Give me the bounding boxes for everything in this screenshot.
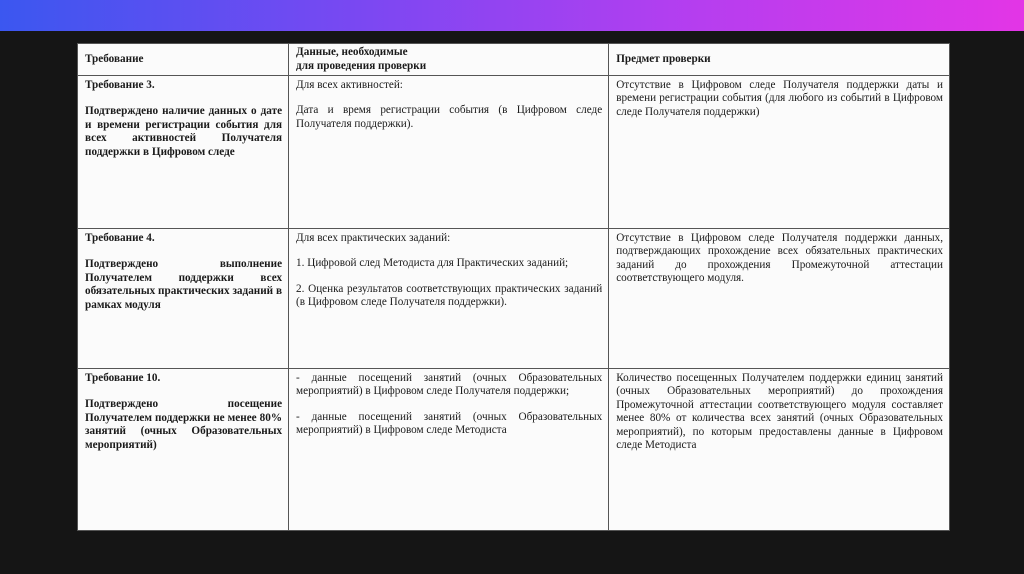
subject-text: Отсутствие в Цифровом следе Получателя поддержки даты и времени регистрации события (для любого из событий в Цифровом следе Получателя поддержки) [616,79,943,118]
subject-text: Отсутствие в Цифровом следе Получателя поддержки данных, подтверждающих прохождение всех обязательных практических заданий до прохождения Промежуточной аттестации соответствующего модуля. [616,232,943,285]
table-row [78,76,950,229]
data-cell [289,229,609,369]
table-row [78,369,950,531]
subject-cell [609,76,950,229]
table-header-row [78,44,950,76]
requirement-title: Требование 4. [85,232,155,244]
requirement-cell [78,369,289,531]
header-data-line1: Данные, необходимые [296,46,408,59]
requirement-cell [78,76,289,229]
requirements-table [77,43,950,531]
slide-page [77,43,950,530]
header-data [289,44,609,76]
data-paragraph: 2. Оценка результатов соответствующих практических заданий (в Цифровом следе Получателя поддержки). [296,282,603,309]
requirement-text: Подтверждено выполнение Получателем поддержки всех обязательных практических заданий в рамках модуля [85,258,283,311]
data-paragraph: Дата и время регистрации события (в Цифровом следе Получателя поддержки). [296,104,603,130]
subject-text: Количество посещенных Получателем поддержки единиц занятий (очных Образовательных мероприятий) до прохождения Промежуточной аттестации соответствующего модуля составляет менее 80% от количества всех занятий (очных Образовательных мероприятий), по которым предоставлены данные в Цифровом следе Методиста [616,372,943,452]
data-paragraph: Для всех практических заданий: [296,232,451,244]
table-row [78,229,950,369]
data-cell [289,369,609,531]
data-paragraph: - данные посещений занятий (очных Образовательных мероприятий) в Цифровом следе Получателя поддержки; [296,372,603,398]
data-paragraph: 1. Цифровой след Методиста для Практических заданий; [296,257,569,270]
subject-cell [609,369,950,531]
top-gradient-bar [0,0,1024,31]
subject-cell [609,229,950,369]
requirement-text: Подтверждено наличие данных о дате и времени регистрации события для всех активностей Получателя поддержки в Цифровом следе [85,105,283,158]
header-requirement: Требование [78,44,289,76]
header-data-line2: для проведения проверки [296,59,427,72]
data-cell [289,76,609,229]
requirement-title: Требование 3. [85,79,155,91]
data-paragraph: Для всех активностей: [296,79,403,91]
requirement-title: Требование 10. [85,372,161,384]
header-subject: Предмет проверки [609,44,950,76]
data-paragraph: - данные посещений занятий (очных Образовательных мероприятий) в Цифровом следе Методиста [296,410,603,437]
requirement-cell [78,229,289,369]
requirement-text: Подтверждено посещение Получателем поддержки не менее 80% занятий (очных Образовательных мероприятий) [85,398,283,451]
